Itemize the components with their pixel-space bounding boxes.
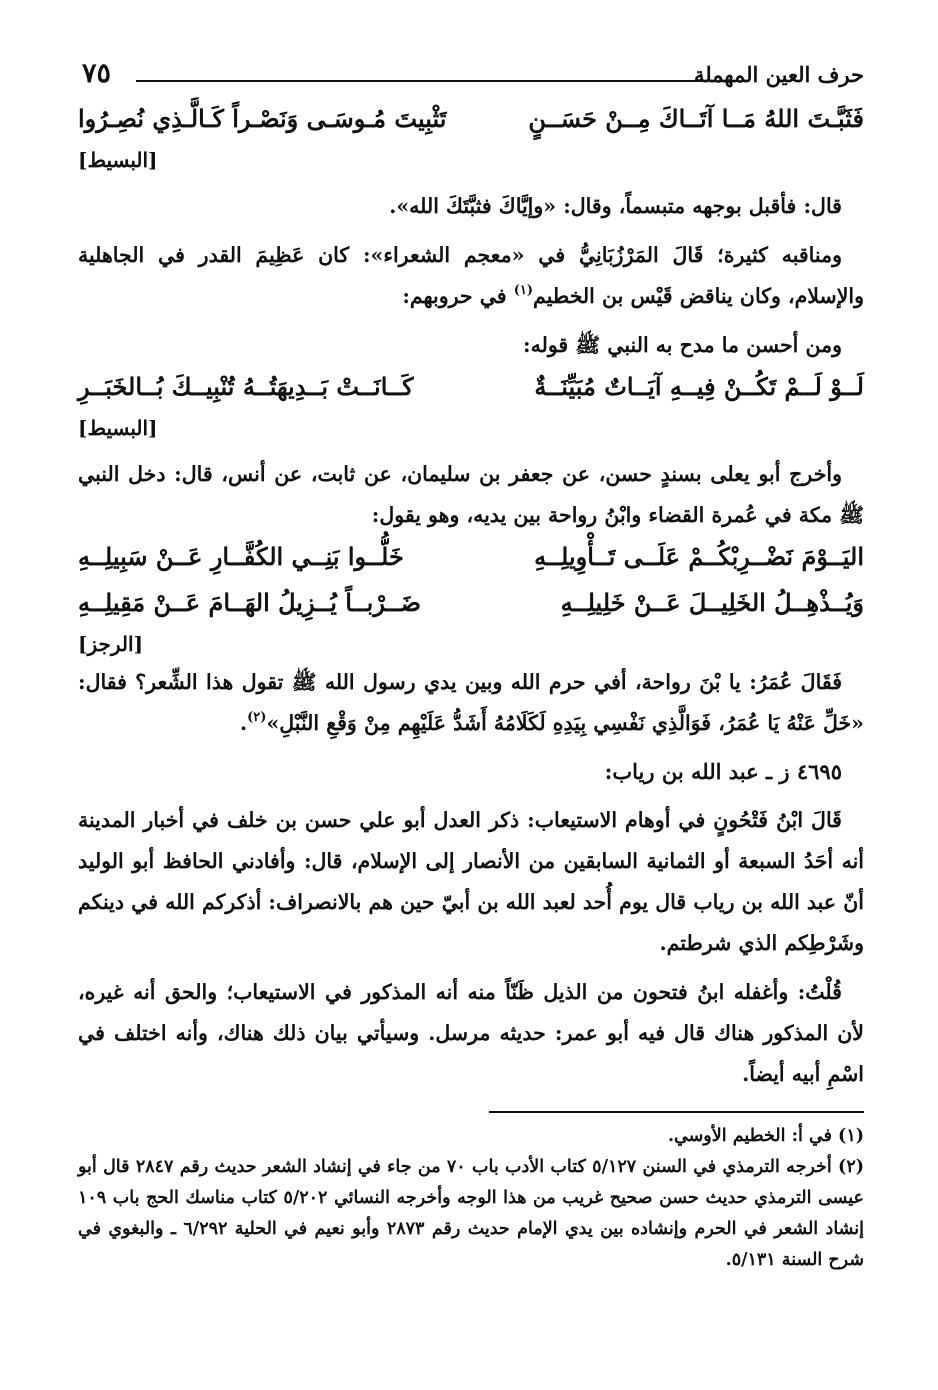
paragraph-text: . (240, 711, 248, 735)
paragraph-text: فَقَالَ عُمَرُ: يا بْنَ رواحة، أفي حرم الله وبين يدي رسول الله ﷺ تقول هذا الشِّعر؟ فقال: «خَلِّ عَنْهُ يَا عُمَرُ، فَوَالَّذِي نَفْسِي بِيَدِهِ لَكَلَامُهُ أَشَدُّ عَلَيْهِم مِنْ وَقْعِ النَّبْلِ» (78, 670, 864, 735)
paragraph: قَالَ ابْنُ فَتْحُونٍ في أوهام الاستيعاب: ذكر العدل أبو علي حسن بن خلف في أخبار المدينة أنه أحَدُ السبعة أو الثمانية السابقين من الأنصار إلى الإسلام، قال: وأفادني الحافظ أبو الوليد أنّ عبد الله بن رياب قال يوم أُحد لعبد الله بن أبيّ حين هم بالانصراف: أذكركم الله في دينكم وشَرْطِكم الذي شرطتم. (78, 808, 864, 955)
spacer (78, 792, 864, 800)
paragraph (78, 235, 864, 317)
footnote: (٢) أخرجه الترمذي في السنن ٥/١٢٧ كتاب الأدب باب ٧٠ من جاء في إنشاد الشعر حديث رقم ٢٨٤٧ قال أبو عيسى الترمذي حديث حسن صحيح غريب من هذا الوجه وأخرجه النسائي ٥/٢٠٢ كتاب مناسك الحج باب ١٠٩ إنشاد الشعر في الحرم وإنشاده بين يدي الإمام حديث رقم ٢٨٧٣ وأبو نعيم في الحلية ٦/٢٩٢ ـ والبغوي في شرح السنة ٥/١٣١. (78, 1157, 865, 1270)
paragraph: ومن أحسن ما مدح به النبي ﷺ قوله: (523, 333, 842, 357)
verse-hemistich: كَــانَــتْ بَــدِيهَتُــهُ تُنْبِيــكَ بُــالخَبَــرِ (78, 372, 414, 401)
footnote-rule (489, 1111, 864, 1113)
verse-hemistich: ضَــرْبــاً يُــزِيلُ الهَــامَ عَــنْ مَقِيلِــهِ (78, 588, 422, 617)
verse-hemistich: فَثَبَّـتَ اللهُ مَــا آتَــاكَ مِــنْ حَسَــنٍ (528, 104, 864, 133)
meter-label: [الرجز] (78, 632, 144, 656)
page-header (78, 58, 864, 98)
spacer (78, 227, 864, 235)
verse-line (78, 536, 864, 582)
verse-hemistich: تَثْبِيتَ مُـوسَـى وَنَصْـراً كَـالَّـذِي نُصِـرُوا (78, 104, 447, 133)
paragraph: وأخرج أبو يعلى بسندٍ حسن، عن جعفر بن سليمان، عن ثابت، عن أنس، قال: دخل النبي ﷺ مكة في عُمرة القضاء وابْنُ رواحة بين يديه، وهو يقول: (78, 462, 864, 527)
spacer (78, 317, 864, 325)
verse-line (78, 582, 864, 628)
footnote-ref[interactable]: (٢) (247, 710, 267, 725)
verse-hemistich: خَلُّــوا بَنِــي الكُفَّــارِ عَــنْ سَبِيلِــهِ (78, 542, 404, 571)
spacer (78, 446, 864, 454)
spacer (78, 744, 864, 752)
entry-heading: ٤٦٩٥ ز ـ عبد الله بن رياب: (604, 759, 842, 784)
verse-hemistich: اليَــوْمَ نَضْــرِبْكُــمْ عَلَــى تَــأْوِيلِــهِ (534, 542, 864, 571)
spacer (78, 964, 864, 972)
paragraph: قُلْتُ: وأغفله ابنُ فتحون من الذيل ظَنّاً منه أنه المذكور في الاستيعاب؛ والحق أنه غيره، لأن المذكور هناك قال فيه أبو عمر: حديثه مرسل. وسيأتي بيان ذلك هناك، وأنه اختلف في اسْمِ أبيه أيضاً. (78, 980, 864, 1086)
verse-hemistich: لَــوْ لَــمْ تَكُــنْ فِيــهِ آيَــاتٌ مُبَيِّنَــةٌ (534, 372, 864, 401)
footnote-ref[interactable]: (١) (513, 283, 534, 298)
paragraph: قال: فأقبل بوجهه متبسماً، وقال: «وإيَّاكَ فثبَّتَكَ الله». (389, 194, 842, 218)
paragraph (78, 662, 864, 744)
book-page (78, 58, 864, 1276)
footnote: (١) في أ: الخطيم الأوسي. (667, 1126, 864, 1146)
spacer (78, 178, 864, 186)
meter-label: [البسيط] (78, 148, 158, 172)
meter-label: [البسيط] (78, 416, 158, 440)
page-number: ٧٥ (82, 58, 112, 89)
running-title: حرف العين المهملة (693, 62, 864, 87)
paragraph-text: في حروبهم: (402, 284, 514, 308)
verse-line (78, 366, 864, 412)
header-rule (136, 80, 702, 82)
paragraph-text: ومناقبه كثيرة؛ قَالَ المَرْزُبَانِيُّ في «معجم الشعراء»: كان عَظِيمَ القدر في الجاهلية والإسلام، وكان يناقض قَيْس بن الخطيم (78, 243, 864, 308)
verse-hemistich: وَيُــذْهِــلُ الخَلِيــلَ عَــنْ خَلِيلِــهِ (560, 588, 864, 617)
verse-line (78, 98, 864, 144)
